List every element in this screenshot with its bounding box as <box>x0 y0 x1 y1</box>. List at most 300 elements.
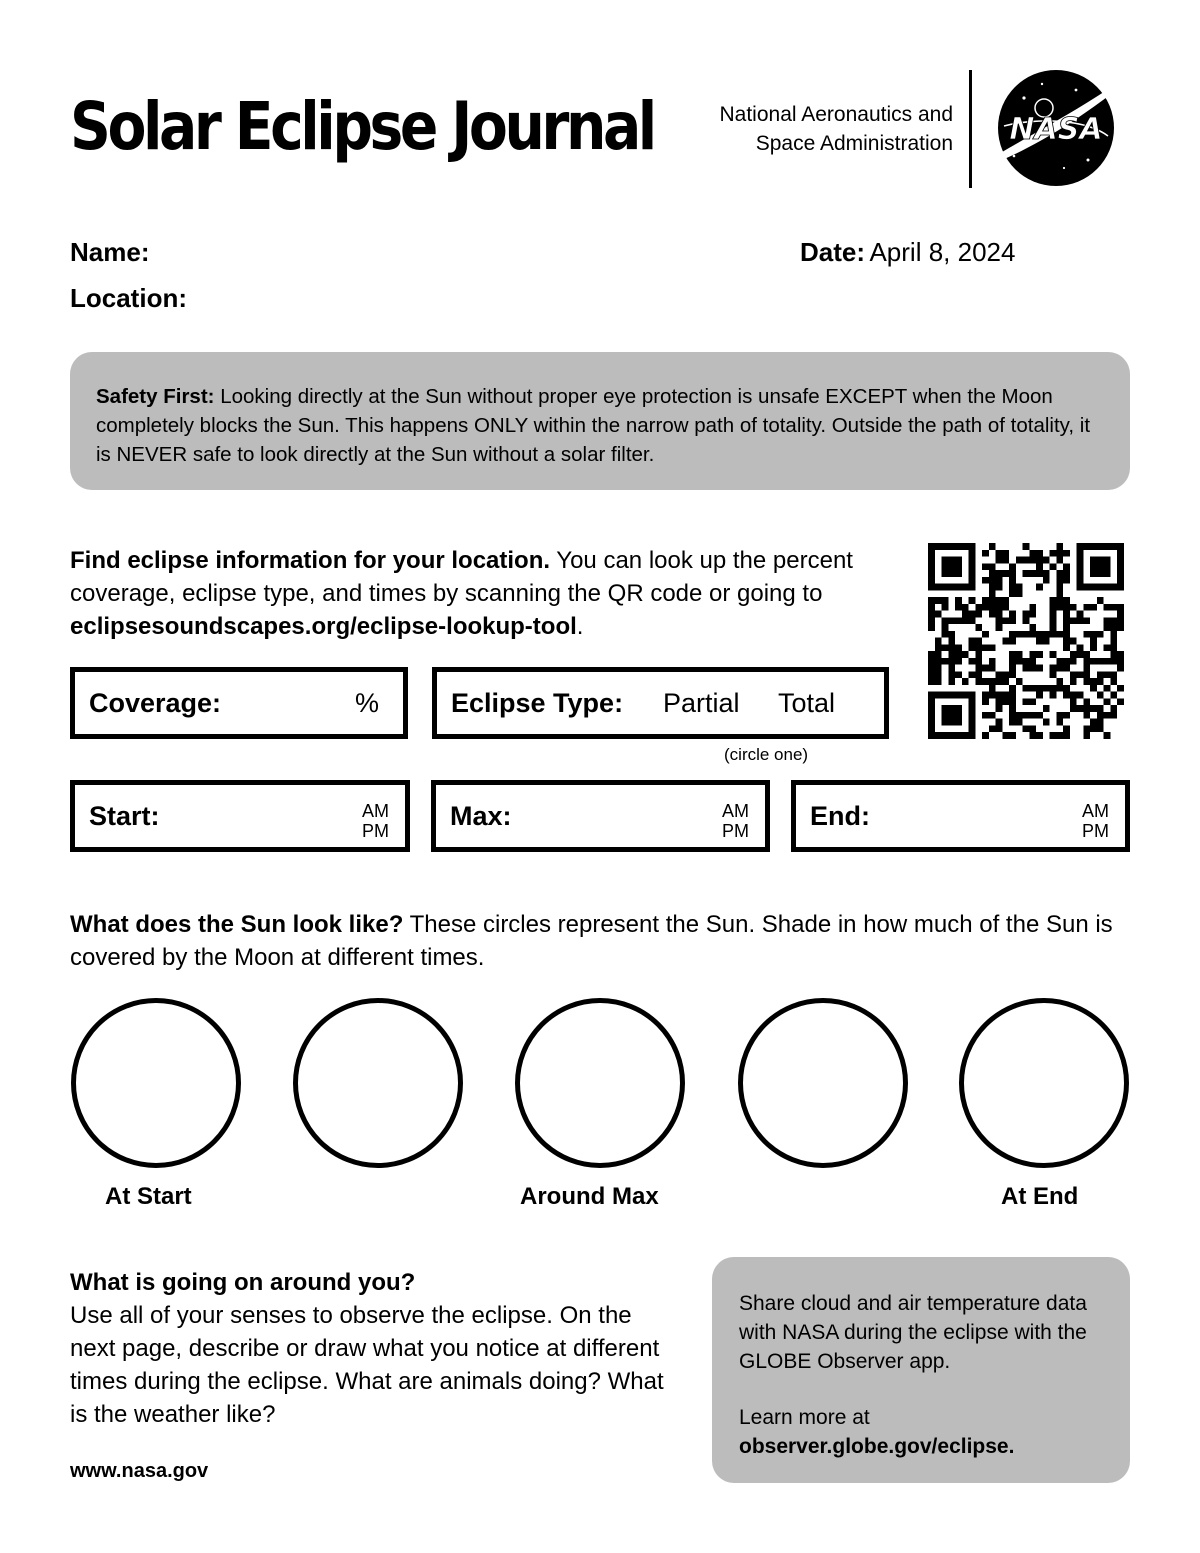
eclipse-type-box[interactable] <box>432 667 889 739</box>
qr-module <box>1070 658 1077 665</box>
qr-module <box>1043 577 1050 584</box>
qr-module <box>1050 617 1057 624</box>
qr-module <box>989 725 996 732</box>
qr-module <box>1043 705 1050 712</box>
qr-module <box>1090 557 1097 564</box>
qr-module <box>1029 665 1036 672</box>
qr-module <box>996 719 1003 726</box>
qr-module <box>1029 570 1036 577</box>
qr-module <box>962 617 969 624</box>
qr-module <box>1117 611 1124 618</box>
qr-module <box>1056 550 1063 557</box>
qr-module <box>1097 692 1104 699</box>
qr-module <box>942 557 949 564</box>
qr-module <box>1023 665 1030 672</box>
qr-module <box>1029 732 1036 739</box>
qr-module <box>1016 584 1023 591</box>
qr-module <box>1002 557 1009 564</box>
sun-circle[interactable] <box>293 998 463 1168</box>
qr-module <box>1036 712 1043 719</box>
qr-module <box>1063 597 1070 604</box>
qr-module <box>969 698 976 705</box>
qr-module <box>1063 624 1070 631</box>
qr-module <box>1036 732 1043 739</box>
qr-module <box>1097 570 1104 577</box>
qr-module <box>1090 563 1097 570</box>
qr-module <box>1036 651 1043 658</box>
qr-module <box>948 705 955 712</box>
page-title: Solar Eclipse Journal <box>70 88 654 165</box>
eclipse-type-total[interactable]: Total <box>778 687 836 718</box>
qr-module <box>1090 705 1097 712</box>
qr-module <box>1016 658 1023 665</box>
qr-module <box>935 597 942 604</box>
qr-module <box>1063 692 1070 699</box>
qr-module <box>996 698 1003 705</box>
qr-module <box>1117 570 1124 577</box>
qr-module <box>1097 671 1104 678</box>
coverage-box[interactable] <box>70 667 408 739</box>
qr-module <box>1029 651 1036 658</box>
globe-url[interactable]: observer.globe.gov/eclipse. <box>739 1435 1015 1458</box>
qr-module <box>928 563 935 570</box>
qr-module <box>1104 685 1111 692</box>
qr-module <box>969 611 976 618</box>
qr-module <box>969 584 976 591</box>
lookup-lead: Find eclipse information for your location. <box>70 547 551 574</box>
qr-module <box>935 651 942 658</box>
qr-module <box>1009 577 1016 584</box>
qr-module <box>1077 617 1084 624</box>
qr-module <box>1110 644 1117 651</box>
qr-module <box>1036 692 1043 699</box>
qr-module <box>928 665 935 672</box>
qr-module <box>1036 570 1043 577</box>
start-time-box[interactable] <box>70 780 410 852</box>
qr-module <box>1056 570 1063 577</box>
qr-module <box>1063 732 1070 739</box>
qr-module <box>955 732 962 739</box>
qr-module <box>1029 658 1036 665</box>
qr-module <box>1070 671 1077 678</box>
qr-module <box>1050 692 1057 699</box>
sun-circle[interactable] <box>515 998 685 1168</box>
qr-module <box>1070 698 1077 705</box>
qr-module <box>948 584 955 591</box>
qr-module <box>989 692 996 699</box>
qr-module <box>942 584 949 591</box>
qr-module <box>969 658 976 665</box>
qr-module <box>989 577 996 584</box>
qr-module <box>948 638 955 645</box>
qr-module <box>928 705 935 712</box>
qr-module <box>1050 550 1057 557</box>
qr-module <box>1083 705 1090 712</box>
qr-module <box>962 604 969 611</box>
footer-url[interactable]: www.nasa.gov <box>70 1460 209 1482</box>
qr-module <box>948 651 955 658</box>
caption-at-end: At End <box>1001 1183 1079 1210</box>
qr-module <box>1002 604 1009 611</box>
qr-module <box>975 678 982 685</box>
qr-module <box>1023 725 1030 732</box>
qr-module <box>1043 685 1050 692</box>
qr-module <box>1077 692 1084 699</box>
qr-module <box>1009 590 1016 597</box>
qr-module <box>1056 557 1063 564</box>
qr-module <box>948 732 955 739</box>
qr-module <box>969 597 976 604</box>
qr-module <box>982 563 989 570</box>
qr-module <box>935 611 942 618</box>
qr-module <box>1056 685 1063 692</box>
qr-module <box>942 563 949 570</box>
agency-name <box>720 100 954 158</box>
qr-module <box>1056 658 1063 665</box>
qr-module <box>1097 543 1104 550</box>
qr-module <box>1090 719 1097 726</box>
lookup-end: . <box>576 613 584 640</box>
qr-module <box>1009 705 1016 712</box>
qr-module <box>1063 550 1070 557</box>
qr-module <box>928 671 935 678</box>
qr-module <box>996 671 1003 678</box>
qr-module <box>1097 631 1104 638</box>
qr-module <box>969 719 976 726</box>
qr-module <box>1117 698 1124 705</box>
pm-label: PM <box>1082 821 1109 841</box>
qr-module <box>989 597 996 604</box>
qr-module <box>989 563 996 570</box>
qr-module <box>1077 557 1084 564</box>
qr-module <box>942 644 949 651</box>
qr-module <box>1097 719 1104 726</box>
qr-module <box>928 651 935 658</box>
qr-module <box>1036 584 1043 591</box>
qr-module <box>1009 631 1016 638</box>
qr-module <box>1110 631 1117 638</box>
qr-module <box>1056 631 1063 638</box>
nasa-logo-text: NASA <box>1009 112 1103 147</box>
qr-module <box>955 658 962 665</box>
qr-module <box>948 671 955 678</box>
qr-module <box>1029 604 1036 611</box>
qr-module <box>1056 712 1063 719</box>
qr-module <box>969 732 976 739</box>
qr-module <box>928 584 935 591</box>
qr-module <box>1050 563 1057 570</box>
globe-observer-box <box>712 1257 1130 1483</box>
qr-module <box>955 712 962 719</box>
lookup-instructions <box>70 544 890 643</box>
sun-circle[interactable] <box>71 998 241 1168</box>
qr-module <box>1056 543 1063 550</box>
qr-module <box>928 732 935 739</box>
qr-module <box>1009 570 1016 577</box>
sun-text: These circles represent the Sun. Shade in how much of the Sun is covered by the Moon at different times. <box>70 911 1113 971</box>
qr-module <box>1090 644 1097 651</box>
qr-module <box>1056 732 1063 739</box>
qr-module <box>982 712 989 719</box>
qr-module <box>969 570 976 577</box>
qr-module <box>942 732 949 739</box>
qr-module <box>1083 631 1090 638</box>
caption-at-start: At Start <box>105 1183 192 1210</box>
lookup-url[interactable]: eclipsesoundscapes.org/eclipse-lookup-tool <box>70 613 577 640</box>
qr-module <box>948 678 955 685</box>
qr-module <box>1110 692 1117 699</box>
qr-module <box>1077 577 1084 584</box>
qr-module <box>1097 658 1104 665</box>
qr-module <box>1009 617 1016 624</box>
qr-module <box>989 611 996 618</box>
coverage-unit: % <box>354 687 379 718</box>
qr-module <box>996 577 1003 584</box>
qr-module <box>1056 577 1063 584</box>
qr-module <box>1117 557 1124 564</box>
start-label: Start: <box>89 800 160 831</box>
qr-module <box>1097 563 1104 570</box>
qr-module <box>1029 550 1036 557</box>
qr-module <box>1036 550 1043 557</box>
qr-module <box>996 705 1003 712</box>
qr-module <box>1104 584 1111 591</box>
qr-module <box>982 604 989 611</box>
name-label: Name: <box>70 237 150 267</box>
qr-module <box>928 692 935 699</box>
qr-module <box>982 698 989 705</box>
qr-module <box>1023 611 1030 618</box>
qr-module <box>1110 712 1117 719</box>
qr-module <box>1077 543 1084 550</box>
qr-module <box>1016 712 1023 719</box>
qr-module <box>1036 563 1043 570</box>
qr-module <box>1063 638 1070 645</box>
qr-module <box>955 584 962 591</box>
qr-module <box>942 543 949 550</box>
qr-module <box>942 631 949 638</box>
qr-module <box>935 584 942 591</box>
qr-module <box>1083 658 1090 665</box>
qr-module <box>1009 692 1016 699</box>
qr-module <box>1056 584 1063 591</box>
qr-module <box>996 725 1003 732</box>
qr-module <box>928 550 935 557</box>
qr-module <box>1002 617 1009 624</box>
qr-module <box>1036 665 1043 672</box>
qr-module <box>955 604 962 611</box>
max-time-box[interactable] <box>431 780 770 852</box>
qr-module <box>948 644 955 651</box>
qr-module <box>935 678 942 685</box>
qr-module <box>1063 570 1070 577</box>
qr-module <box>1063 712 1070 719</box>
qr-module <box>1023 557 1030 564</box>
qr-module <box>1097 597 1104 604</box>
qr-code[interactable] <box>928 543 1124 739</box>
qr-module <box>989 685 996 692</box>
qr-module <box>1070 678 1077 685</box>
qr-module <box>1002 638 1009 645</box>
qr-module <box>942 705 949 712</box>
qr-module <box>1110 584 1117 591</box>
max-label: Max: <box>450 800 512 831</box>
qr-module <box>1117 658 1124 665</box>
qr-module <box>1077 611 1084 618</box>
qr-module <box>975 624 982 631</box>
qr-module <box>996 550 1003 557</box>
qr-module <box>955 719 962 726</box>
qr-module <box>955 692 962 699</box>
qr-module <box>1050 665 1057 672</box>
qr-module <box>1083 604 1090 611</box>
qr-module <box>935 644 942 651</box>
qr-module <box>1083 543 1090 550</box>
qr-module <box>1117 563 1124 570</box>
observation-instructions <box>70 1266 680 1431</box>
qr-module <box>1023 631 1030 638</box>
am-label: AM <box>1082 801 1109 821</box>
qr-module <box>1043 638 1050 645</box>
qr-module <box>969 563 976 570</box>
qr-module <box>1110 638 1117 645</box>
qr-module <box>1063 665 1070 672</box>
qr-module <box>935 665 942 672</box>
qr-module <box>975 611 982 618</box>
qr-module <box>955 671 962 678</box>
qr-module <box>1104 604 1111 611</box>
qr-module <box>1083 698 1090 705</box>
qr-module <box>1070 617 1077 624</box>
qr-module <box>969 671 976 678</box>
qr-module <box>1029 698 1036 705</box>
qr-module <box>1117 577 1124 584</box>
qr-module <box>1117 584 1124 591</box>
end-time-box[interactable] <box>791 780 1130 852</box>
qr-module <box>1023 685 1030 692</box>
qr-module <box>948 665 955 672</box>
qr-module <box>1077 570 1084 577</box>
qr-module <box>969 712 976 719</box>
agency-name-line-2: Space Administration <box>755 132 953 155</box>
sun-circle[interactable] <box>959 998 1129 1168</box>
qr-module <box>928 624 935 631</box>
agency-name-line-1: National Aeronautics and <box>719 103 953 126</box>
qr-module <box>1063 617 1070 624</box>
qr-module <box>955 617 962 624</box>
qr-module <box>969 705 976 712</box>
qr-module <box>1063 685 1070 692</box>
qr-module <box>989 712 996 719</box>
sun-circle[interactable] <box>738 998 908 1168</box>
qr-module <box>1104 543 1111 550</box>
qr-module <box>1043 557 1050 564</box>
qr-module <box>989 570 996 577</box>
qr-module <box>1063 577 1070 584</box>
qr-module <box>948 631 955 638</box>
qr-module <box>969 692 976 699</box>
qr-module <box>1029 611 1036 618</box>
qr-module <box>1117 651 1124 658</box>
end-label: End: <box>810 800 870 831</box>
qr-module <box>948 563 955 570</box>
qr-module <box>1063 644 1070 651</box>
qr-module <box>1050 651 1057 658</box>
qr-module <box>1070 651 1077 658</box>
qr-module <box>982 577 989 584</box>
qr-module <box>1029 631 1036 638</box>
qr-module <box>989 678 996 685</box>
qr-module <box>1090 638 1097 645</box>
qr-module <box>996 570 1003 577</box>
qr-module <box>935 671 942 678</box>
qr-module <box>928 570 935 577</box>
qr-module <box>1029 712 1036 719</box>
qr-module <box>1117 685 1124 692</box>
qr-module <box>1036 557 1043 564</box>
qr-module <box>1002 678 1009 685</box>
eclipse-type-partial[interactable]: Partial <box>663 687 740 718</box>
qr-module <box>928 604 935 611</box>
qr-module <box>982 631 989 638</box>
qr-module <box>989 543 996 550</box>
qr-module <box>1117 624 1124 631</box>
qr-module <box>1002 698 1009 705</box>
qr-module <box>1077 563 1084 570</box>
qr-module <box>1070 692 1077 699</box>
qr-module <box>1056 678 1063 685</box>
qr-module <box>1090 678 1097 685</box>
qr-module <box>1009 611 1016 618</box>
qr-module <box>1009 732 1016 739</box>
qr-module <box>1009 658 1016 665</box>
qr-module <box>1016 590 1023 597</box>
qr-module <box>969 550 976 557</box>
qr-module <box>1023 617 1030 624</box>
qr-module <box>1117 604 1124 611</box>
qr-module <box>1090 685 1097 692</box>
qr-module <box>1077 550 1084 557</box>
qr-module <box>948 543 955 550</box>
qr-module <box>975 644 982 651</box>
qr-module <box>969 644 976 651</box>
qr-module <box>1070 638 1077 645</box>
qr-module <box>1104 671 1111 678</box>
qr-module <box>1056 597 1063 604</box>
qr-module <box>982 550 989 557</box>
qr-module <box>989 665 996 672</box>
qr-module <box>1104 563 1111 570</box>
qr-module <box>1023 543 1030 550</box>
qr-module <box>935 658 942 665</box>
qr-module <box>942 712 949 719</box>
coverage-label: Coverage: <box>89 687 222 718</box>
qr-module <box>975 671 982 678</box>
qr-module <box>1009 638 1016 645</box>
lookup-text: You can look up the percent coverage, eclipse type, and times by scanning the QR code or going to <box>70 547 853 607</box>
qr-module <box>1097 725 1104 732</box>
qr-module <box>969 617 976 624</box>
max-ampm <box>722 801 749 841</box>
qr-module <box>996 604 1003 611</box>
qr-module <box>955 557 962 564</box>
qr-module <box>1117 665 1124 672</box>
am-label: AM <box>722 801 749 821</box>
sun-instructions <box>70 908 1130 974</box>
qr-module <box>982 597 989 604</box>
observation-heading: What is going on around you? <box>70 1269 416 1296</box>
location-label: Location: <box>70 283 187 313</box>
